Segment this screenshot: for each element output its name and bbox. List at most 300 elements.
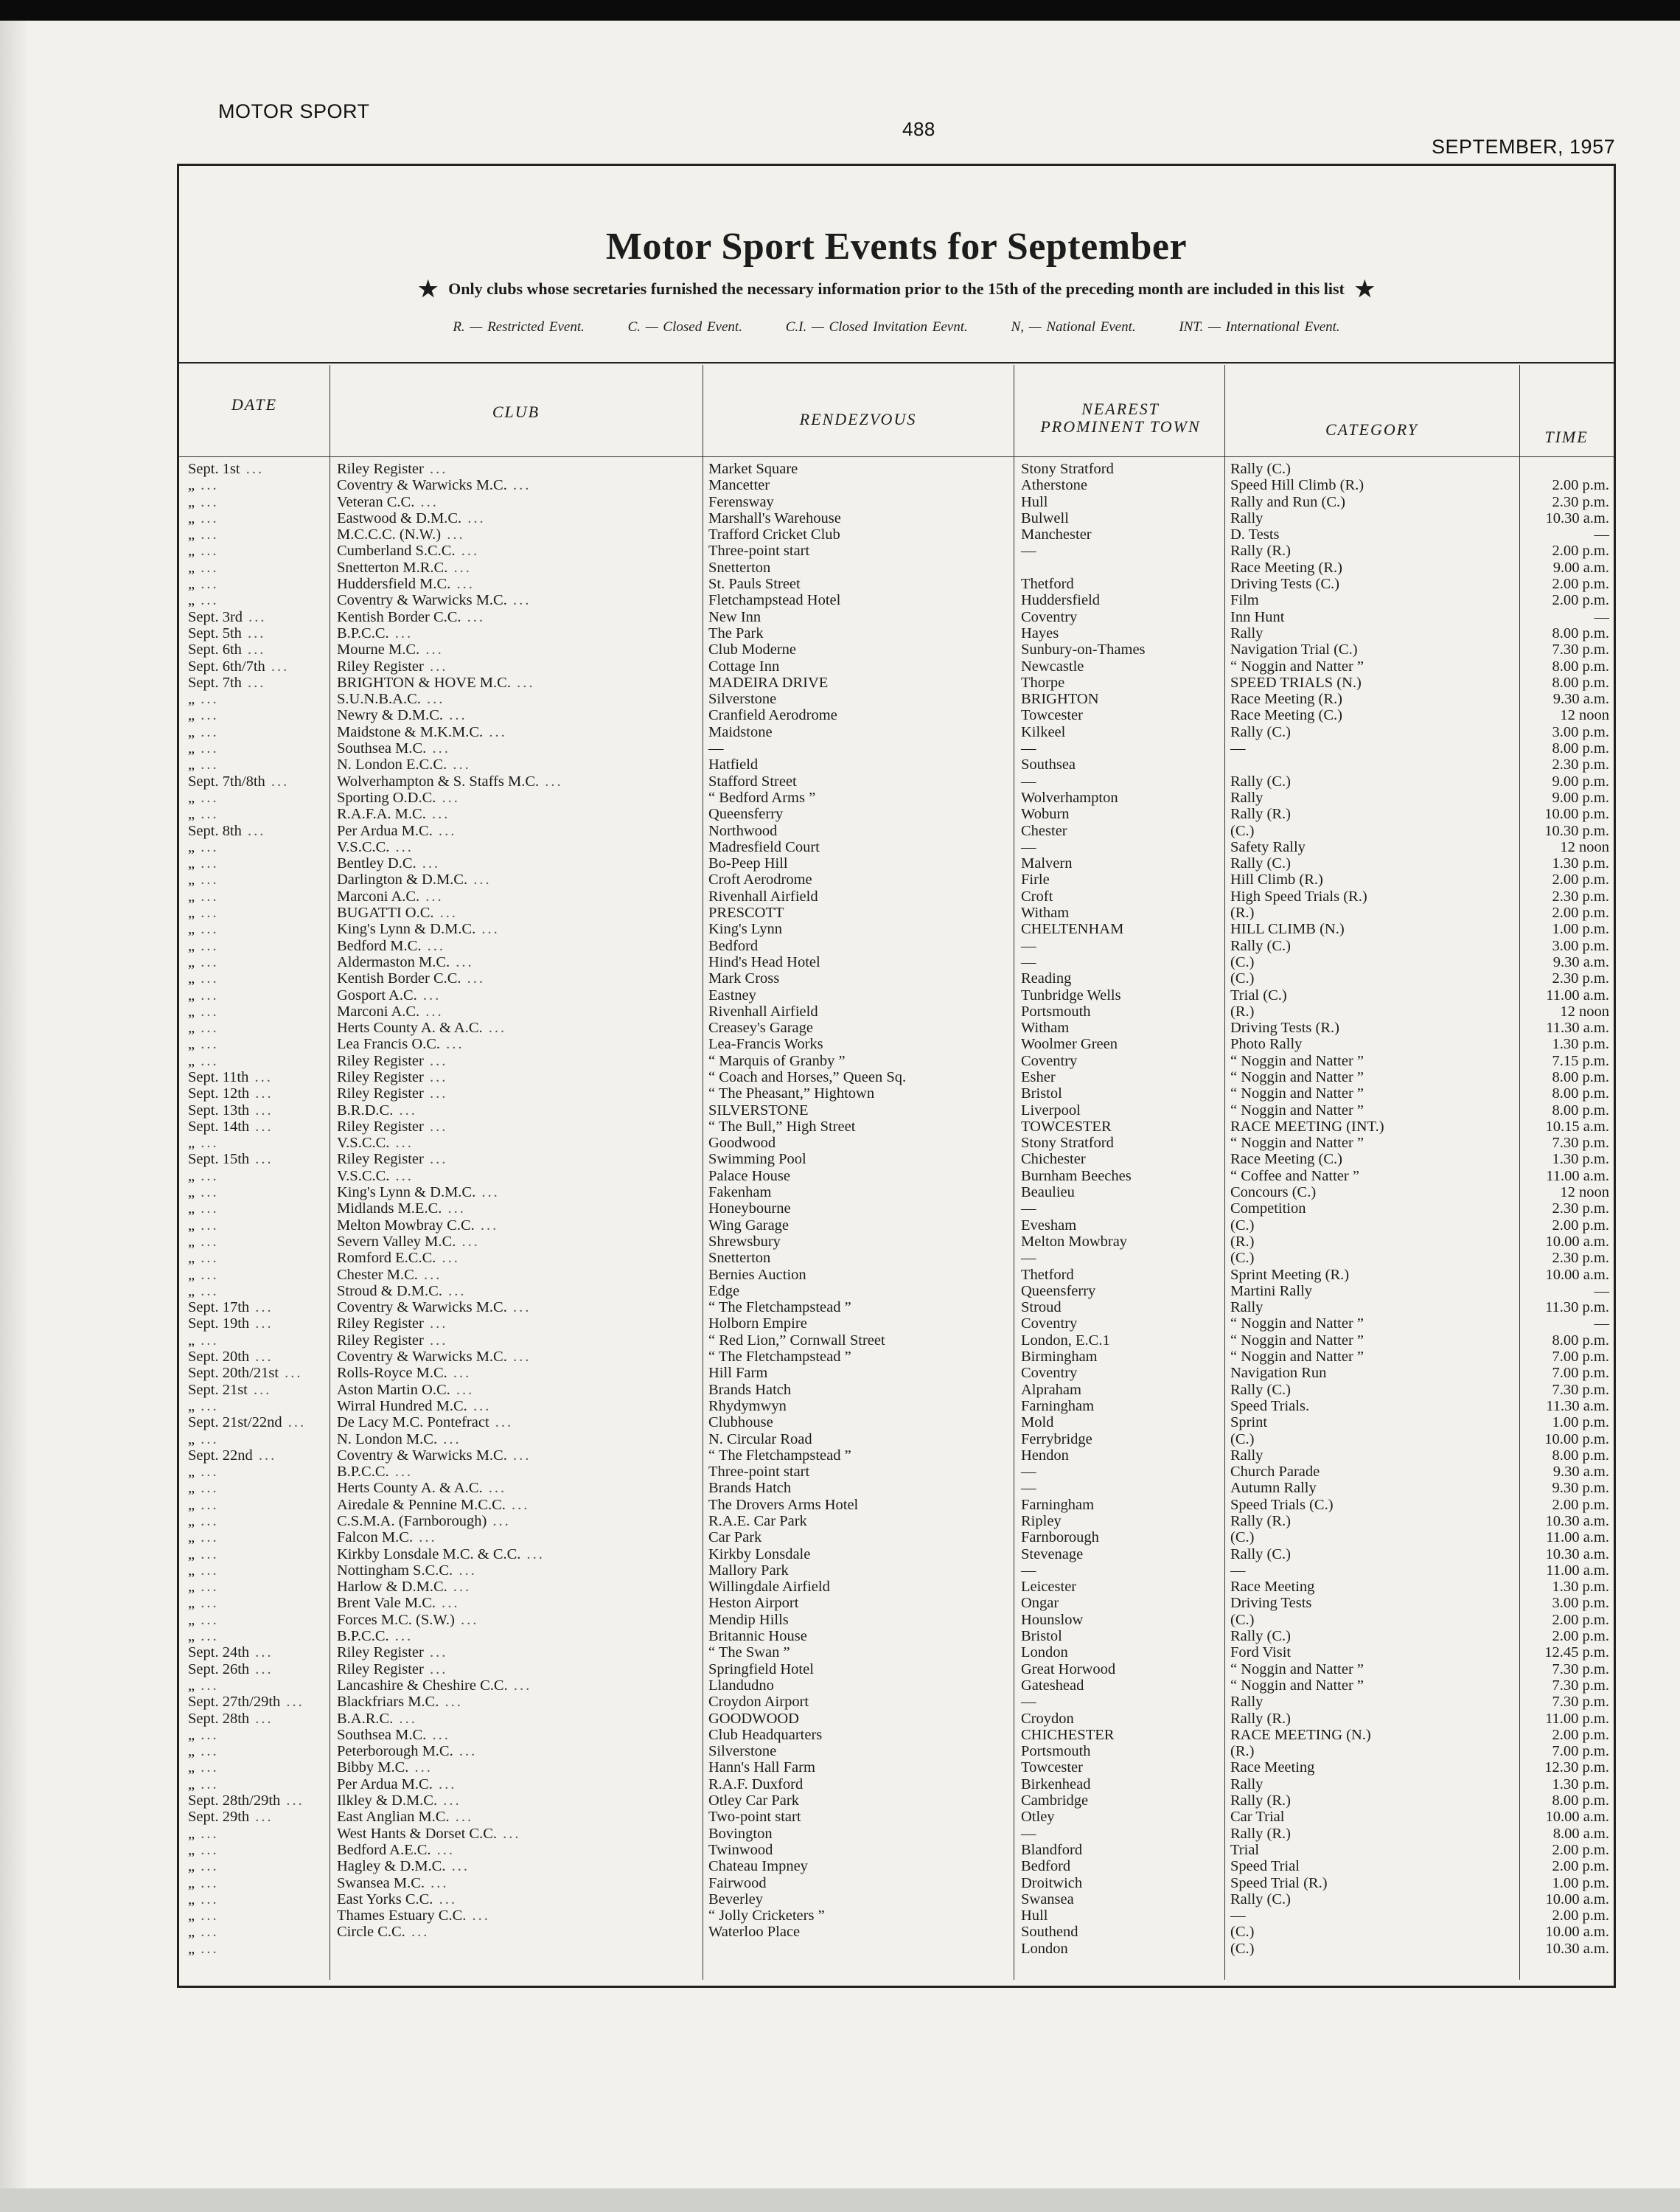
dot-leader: ...: [280, 1694, 304, 1711]
event-time: [1528, 724, 1609, 740]
event-club-text: Riley Register: [337, 1332, 424, 1349]
event-date: [188, 1315, 325, 1332]
event-club: [337, 592, 698, 608]
event-time: [1528, 1414, 1609, 1430]
event-town-text: Great Horwood: [1021, 1660, 1116, 1677]
event-club-text: Maidstone & M.K.M.C.: [337, 723, 484, 740]
event-date: [188, 461, 325, 477]
event-time-text: 9.30 a.m.: [1552, 953, 1609, 970]
event-date-text: „: [188, 592, 195, 609]
event-rendezvous: [708, 1743, 1003, 1759]
dot-leader: ...: [195, 1167, 219, 1184]
event-category-text: Navigation Run: [1230, 1365, 1327, 1382]
event-date: [188, 1200, 325, 1217]
event-category-text: RACE MEETING (INT.): [1230, 1118, 1384, 1135]
event-time: [1528, 1250, 1609, 1266]
event-date: [188, 691, 325, 707]
dot-leader: ...: [240, 461, 265, 477]
event-town: [1021, 1036, 1220, 1052]
event-club-text: V.S.C.C.: [337, 1135, 390, 1152]
event-date-text: „: [188, 921, 195, 938]
event-rendezvous: [708, 806, 1003, 822]
dot-leader: ...: [520, 1545, 545, 1562]
event-time: [1528, 641, 1609, 658]
dot-leader: ...: [423, 1151, 448, 1168]
event-date: [188, 1053, 325, 1069]
event-rendezvous: [708, 970, 1003, 987]
event-date-text: Sept. 22nd: [188, 1447, 253, 1464]
event-date: [188, 1020, 325, 1036]
dot-leader: ...: [455, 543, 480, 560]
event-category-text: Speed Trial: [1230, 1858, 1300, 1875]
event-category: [1230, 1085, 1510, 1102]
event-rendezvous: [708, 1004, 1003, 1020]
event-category: [1230, 806, 1510, 822]
event-rendezvous: [708, 872, 1003, 888]
event-club: [337, 987, 698, 1004]
event-club: [337, 1826, 698, 1842]
event-club-text: Wolverhampton & S. Staffs M.C.: [337, 773, 540, 790]
event-club-text: B.P.C.C.: [337, 1464, 389, 1481]
event-category: [1230, 1283, 1510, 1299]
event-date: [188, 1135, 325, 1151]
event-category: [1230, 1677, 1510, 1694]
event-time-text: 1.30 p.m.: [1552, 1036, 1609, 1053]
event-rendezvous: [708, 1480, 1003, 1496]
event-club-text: Riley Register: [337, 1052, 424, 1069]
event-rendezvous: [708, 1299, 1003, 1315]
event-date: [188, 855, 325, 872]
inclusion-notice: [179, 276, 1614, 302]
event-town-text: —: [1021, 740, 1036, 757]
event-town: [1021, 1677, 1220, 1694]
event-time-text: 10.30 a.m.: [1545, 509, 1609, 526]
event-time-text: 3.00 p.m.: [1552, 1595, 1609, 1612]
event-club-text: Darlington & D.M.C.: [337, 872, 468, 888]
event-time-text: 9.00 p.m.: [1552, 773, 1609, 790]
dot-leader: ...: [195, 1825, 219, 1842]
event-date-text: „: [188, 509, 195, 526]
dot-leader: ...: [423, 1052, 448, 1069]
event-time: [1528, 691, 1609, 707]
dot-leader: ...: [475, 1184, 500, 1201]
event-date: [188, 658, 325, 675]
event-club-text: B.P.C.C.: [337, 625, 389, 641]
dot-leader: ...: [456, 1233, 480, 1250]
dot-leader: ...: [195, 707, 219, 724]
event-category: [1230, 625, 1510, 641]
event-club-text: Herts County A. & A.C.: [337, 1020, 483, 1037]
event-time: [1528, 1036, 1609, 1052]
dot-leader: ...: [447, 1365, 472, 1382]
event-town-text: Birmingham: [1021, 1349, 1098, 1366]
event-category-text: Speed Trials (C.): [1230, 1496, 1334, 1513]
event-time-text: 8.00 p.m.: [1552, 740, 1609, 757]
event-date: [188, 625, 325, 641]
event-time: [1528, 526, 1609, 543]
event-rendezvous: [708, 543, 1003, 559]
event-rendezvous: [708, 477, 1003, 493]
event-date: [188, 1102, 325, 1119]
event-category: [1230, 1447, 1510, 1464]
dot-leader: ...: [442, 1282, 467, 1299]
event-rendezvous-text: Mancetter: [708, 477, 770, 494]
dot-leader: ...: [249, 1349, 273, 1366]
event-club-text: Southsea M.C.: [337, 1726, 427, 1743]
dot-leader: ...: [195, 1480, 219, 1497]
event-rendezvous-text: Brands Hatch: [708, 1381, 792, 1398]
event-date: [188, 757, 325, 773]
event-category-text: “ Noggin and Natter ”: [1230, 1085, 1364, 1102]
event-club-text: Southsea M.C.: [337, 740, 427, 757]
event-club-text: Coventry & Warwicks M.C.: [337, 1349, 507, 1366]
event-date-text: „: [188, 1496, 195, 1513]
event-club-text: Rolls-Royce M.C.: [337, 1365, 447, 1382]
dot-leader: ...: [195, 855, 219, 872]
event-time: [1528, 461, 1609, 477]
event-date-text: Sept. 1st: [188, 461, 240, 477]
event-town: [1021, 1283, 1220, 1299]
event-date: [188, 1711, 325, 1727]
event-rendezvous: [708, 1677, 1003, 1694]
dot-leader: ...: [241, 674, 266, 691]
event-category-text: Rally (C.): [1230, 773, 1291, 790]
dot-leader: ...: [195, 1052, 219, 1069]
dot-leader: ...: [389, 1135, 414, 1152]
event-club-text: Riley Register: [337, 1660, 424, 1677]
event-time: [1528, 707, 1609, 723]
event-town-text: Coventry: [1021, 1315, 1078, 1332]
event-time-text: 1.30 p.m.: [1552, 1775, 1609, 1792]
event-category-text: Race Meeting (R.): [1230, 691, 1342, 708]
event-date: [188, 970, 325, 987]
event-town-text: Portsmouth: [1021, 1003, 1091, 1020]
event-rendezvous-text: Britannic House: [708, 1628, 807, 1645]
event-date-text: „: [188, 1726, 195, 1743]
event-club: [337, 1447, 698, 1464]
event-date-text: „: [188, 1020, 195, 1037]
event-town-text: Queensferry: [1021, 1282, 1096, 1299]
dot-leader: ...: [475, 921, 500, 938]
event-category: [1230, 938, 1510, 954]
event-category-text: (C.): [1230, 1611, 1255, 1628]
event-category: [1230, 1529, 1510, 1545]
event-club-text: Coventry & Warwicks M.C.: [337, 1299, 507, 1316]
dot-leader: ...: [506, 1349, 531, 1366]
event-date-text: Sept. 11th: [188, 1068, 249, 1085]
event-category-text: Inn Hunt: [1230, 608, 1285, 625]
event-club: [337, 1644, 698, 1660]
dot-leader: ...: [423, 461, 448, 477]
dot-leader: ...: [461, 509, 486, 526]
event-category: [1230, 1644, 1510, 1660]
event-rendezvous: [708, 1151, 1003, 1167]
event-category-text: Rally (C.): [1230, 937, 1291, 954]
event-town-text: Beaulieu: [1021, 1184, 1075, 1201]
event-category: [1230, 1826, 1510, 1842]
event-date-text: „: [188, 1167, 195, 1184]
event-club-text: Brent Vale M.C.: [337, 1595, 436, 1612]
dot-leader: ...: [421, 937, 445, 954]
event-town-text: Hendon: [1021, 1447, 1069, 1464]
event-town: [1021, 1102, 1220, 1119]
event-rendezvous: [708, 1612, 1003, 1628]
rendezvous-column: [708, 461, 1003, 1941]
event-category-text: “ Noggin and Natter ”: [1230, 1315, 1364, 1332]
event-town: [1021, 855, 1220, 872]
event-town: [1021, 1464, 1220, 1480]
event-time-text: 1.00 p.m.: [1552, 1414, 1609, 1431]
event-time: [1528, 1151, 1609, 1167]
event-rendezvous: [708, 1431, 1003, 1447]
event-town: [1021, 954, 1220, 970]
event-club: [337, 1464, 698, 1480]
event-date: [188, 609, 325, 625]
event-rendezvous: [708, 707, 1003, 723]
event-date-text: „: [188, 1677, 195, 1694]
event-category: [1230, 1151, 1510, 1167]
dot-leader: ...: [442, 1200, 466, 1217]
event-date: [188, 576, 325, 592]
event-date: [188, 1480, 325, 1496]
event-club-text: Kentish Border C.C.: [337, 608, 461, 625]
event-category: [1230, 1480, 1510, 1496]
event-time-text: —: [1594, 526, 1609, 543]
event-time-text: 7.30 p.m.: [1552, 1694, 1609, 1711]
event-date-text: „: [188, 888, 195, 905]
event-category-text: Rally (C.): [1230, 1381, 1291, 1398]
event-club-text: Riley Register: [337, 1315, 424, 1332]
scan-top-border: [0, 0, 1680, 21]
event-date-text: „: [188, 1891, 195, 1907]
event-club-text: Falcon M.C.: [337, 1529, 414, 1546]
dot-leader: ...: [195, 789, 219, 806]
event-time-text: 2.00 p.m.: [1552, 477, 1609, 494]
dot-leader: ...: [241, 625, 266, 641]
dot-leader: ...: [423, 658, 448, 675]
event-rendezvous-text: Fletchampstead Hotel: [708, 592, 841, 609]
event-club-text: Nottingham S.C.C.: [337, 1562, 453, 1579]
event-time: [1528, 658, 1609, 675]
event-club-text: Swansea M.C.: [337, 1874, 425, 1891]
event-category: [1230, 921, 1510, 937]
event-rendezvous-text: Fairwood: [708, 1874, 767, 1891]
event-date: [188, 1792, 325, 1809]
event-date: [188, 641, 325, 658]
event-date-text: „: [188, 1874, 195, 1891]
event-club-text: Riley Register: [337, 1085, 424, 1102]
event-club: [337, 526, 698, 543]
event-date: [188, 1743, 325, 1759]
event-date: [188, 1447, 325, 1464]
dot-leader: ...: [195, 1874, 219, 1891]
event-time: [1528, 1234, 1609, 1250]
event-rendezvous-text: Palace House: [708, 1167, 790, 1184]
event-club-text: Airedale & Pennine M.C.C.: [337, 1496, 506, 1513]
event-rendezvous: [708, 1447, 1003, 1464]
event-town-text: CHICHESTER: [1021, 1726, 1115, 1743]
event-town: [1021, 1332, 1220, 1349]
event-town-text: Birkenhead: [1021, 1775, 1091, 1792]
event-club: [337, 675, 698, 691]
event-category-text: (C.): [1230, 822, 1255, 839]
event-category-text: “ Noggin and Natter ”: [1230, 1677, 1364, 1694]
event-rendezvous-text: SILVERSTONE: [708, 1102, 809, 1119]
event-date: [188, 1349, 325, 1365]
event-rendezvous-text: Goodwood: [708, 1135, 776, 1152]
event-date-text: „: [188, 789, 195, 806]
date-column: [188, 461, 325, 1957]
event-category: [1230, 1579, 1510, 1595]
event-rendezvous: [708, 1628, 1003, 1644]
event-rendezvous-text: “ The Fletchampstead ”: [708, 1447, 851, 1464]
event-time-text: 10.00 a.m.: [1545, 1266, 1609, 1283]
event-time: [1528, 1217, 1609, 1234]
event-town: [1021, 1776, 1220, 1792]
dot-leader: ...: [447, 1579, 472, 1596]
event-rendezvous: [708, 1085, 1003, 1102]
dot-leader: ...: [440, 1036, 464, 1053]
header-rule: [179, 362, 1614, 364]
event-club-text: King's Lynn & D.M.C.: [337, 1184, 476, 1201]
event-time-text: 2.00 p.m.: [1552, 543, 1609, 560]
event-club: [337, 1283, 698, 1299]
event-date-text: „: [188, 1184, 195, 1201]
event-town: [1021, 921, 1220, 937]
event-category-text: RACE MEETING (N.): [1230, 1726, 1371, 1743]
dot-leader: ...: [449, 1809, 474, 1826]
event-category-text: Rally: [1230, 509, 1264, 526]
event-club: [337, 1907, 698, 1924]
dot-leader: ...: [466, 1907, 490, 1924]
event-category: [1230, 724, 1510, 740]
event-date-text: „: [188, 1775, 195, 1792]
event-rendezvous: [708, 1875, 1003, 1891]
event-rendezvous: [708, 740, 1003, 757]
event-rendezvous: [708, 724, 1003, 740]
event-club-text: M.C.C.C. (N.W.): [337, 526, 442, 543]
event-date-text: „: [188, 691, 195, 708]
event-time: [1528, 1315, 1609, 1332]
event-rendezvous-text: “ The Bull,” High Street: [708, 1118, 856, 1135]
event-date: [188, 526, 325, 543]
dot-leader: ...: [195, 757, 219, 773]
event-town-text: Swansea: [1021, 1891, 1074, 1907]
dot-leader: ...: [195, 1464, 219, 1481]
event-time-text: 7.30 p.m.: [1552, 1677, 1609, 1694]
event-category-text: Speed Trial (R.): [1230, 1874, 1328, 1891]
event-town: [1021, 938, 1220, 954]
event-time-text: 8.00 p.m.: [1552, 658, 1609, 675]
column-divider: [1224, 365, 1225, 1980]
event-rendezvous-text: Hind's Head Hotel: [708, 953, 820, 970]
event-town-text: Coventry: [1021, 1365, 1078, 1382]
column-divider: [1519, 365, 1520, 1980]
event-category-text: (C.): [1230, 1430, 1255, 1447]
event-date-text: „: [188, 872, 195, 888]
event-time: [1528, 1053, 1609, 1069]
event-town-text: Melton Mowbray: [1021, 1233, 1128, 1250]
event-date: [188, 1579, 325, 1595]
event-club: [337, 707, 698, 723]
event-town-text: Towcester: [1021, 707, 1083, 724]
dot-leader: ...: [265, 773, 290, 790]
dot-leader: ...: [195, 937, 219, 954]
event-rendezvous: [708, 1595, 1003, 1611]
event-town-text: Portsmouth: [1021, 1743, 1091, 1760]
event-category: [1230, 1792, 1510, 1809]
event-time: [1528, 1612, 1609, 1628]
dot-leader: ...: [195, 1513, 219, 1529]
event-town: [1021, 1004, 1220, 1020]
event-category: [1230, 987, 1510, 1004]
event-time: [1528, 1711, 1609, 1727]
event-time-text: 3.00 p.m.: [1552, 937, 1609, 954]
event-time-text: 2.00 p.m.: [1552, 1611, 1609, 1628]
event-category: [1230, 1119, 1510, 1135]
event-rendezvous-text: Mark Cross: [708, 970, 780, 987]
dot-leader: ...: [467, 1397, 492, 1414]
dot-leader: ...: [195, 1003, 219, 1020]
event-date: [188, 707, 325, 723]
dot-leader: ...: [423, 1660, 448, 1677]
event-town: [1021, 1759, 1220, 1775]
dot-leader: ...: [195, 953, 219, 970]
event-rendezvous-text: St. Pauls Street: [708, 576, 801, 593]
event-time: [1528, 1200, 1609, 1217]
event-date-text: Sept. 20th: [188, 1349, 250, 1366]
event-town-text: Thorpe: [1021, 674, 1065, 691]
event-town-text: Bedford: [1021, 1858, 1071, 1875]
event-category: [1230, 1250, 1510, 1266]
event-time: [1528, 954, 1609, 970]
event-category-text: —: [1230, 1562, 1246, 1579]
event-club-text: Mourne M.C.: [337, 641, 420, 658]
event-rendezvous-text: Bernies Auction: [708, 1266, 806, 1283]
event-category: [1230, 1875, 1510, 1891]
event-category-text: Sprint Meeting (R.): [1230, 1266, 1350, 1283]
event-club: [337, 658, 698, 675]
dot-leader: ...: [454, 1611, 479, 1628]
event-category-text: Navigation Trial (C.): [1230, 641, 1358, 658]
event-town: [1021, 888, 1220, 905]
dot-leader: ...: [247, 1381, 272, 1398]
event-town: [1021, 1711, 1220, 1727]
dot-leader: ...: [431, 1841, 456, 1858]
event-town-text: Chichester: [1021, 1151, 1086, 1168]
event-rendezvous: [708, 576, 1003, 592]
event-category: [1230, 461, 1510, 477]
dot-leader: ...: [436, 1250, 460, 1267]
dot-leader: ...: [195, 1233, 219, 1250]
event-rendezvous-text: Fakenham: [708, 1184, 772, 1201]
event-town: [1021, 1809, 1220, 1825]
event-club-text: Bentley D.C.: [337, 855, 416, 872]
event-category: [1230, 1365, 1510, 1381]
event-rendezvous-text: Club Headquarters: [708, 1726, 823, 1743]
event-date-text: „: [188, 543, 195, 560]
event-time: [1528, 592, 1609, 608]
event-rendezvous: [708, 1119, 1003, 1135]
event-rendezvous: [708, 1891, 1003, 1907]
event-time: [1528, 740, 1609, 757]
event-time: [1528, 1792, 1609, 1809]
event-club: [337, 938, 698, 954]
event-category-text: (R.): [1230, 1233, 1255, 1250]
event-category: [1230, 1842, 1510, 1858]
event-town-text: Farningham: [1021, 1397, 1095, 1414]
event-club: [337, 1529, 698, 1545]
